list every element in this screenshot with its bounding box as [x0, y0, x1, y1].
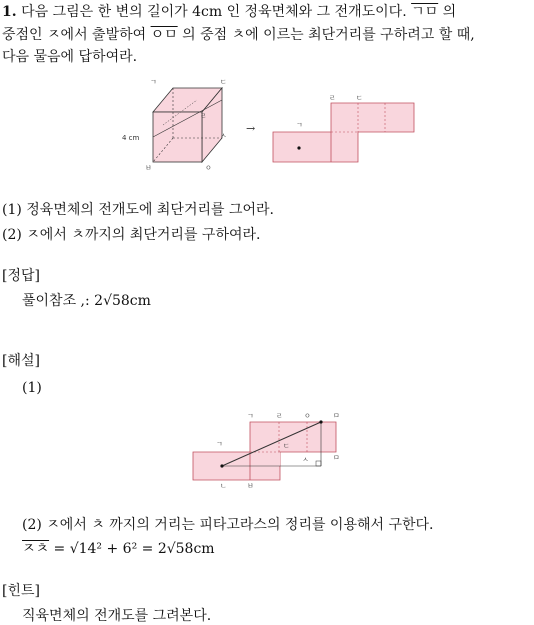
- explanation-part-2: (2) ㅈ에서 ㅊ 까지의 거리는 피타고라스의 정리를 이용해서 구한다.: [22, 517, 434, 533]
- segment-om: ㅇㅁ: [150, 27, 178, 43]
- problem-text-2b: 의 중점 ㅊ에 이르는 최단거리를 구하려고 할 때,: [182, 27, 475, 43]
- explanation-formula: [22, 540, 215, 558]
- net-label-g: ㄱ: [296, 121, 303, 129]
- problem-number: 1.: [2, 4, 17, 20]
- cube-label-r: ㄹ: [200, 112, 207, 120]
- sol-label-m-right: ㅁ: [333, 454, 340, 462]
- cube-diagram: [122, 78, 227, 172]
- cube-label-b: ㅂ: [145, 164, 152, 172]
- problem-text-1b: 의: [442, 4, 457, 20]
- formula-text: = √14² + 6² = 2√58cm: [49, 541, 215, 557]
- sol-label-r: ㄹ: [276, 412, 283, 420]
- problem-line-3: 다음 물음에 답하여라.: [2, 49, 138, 65]
- net-label-r: ㄹ: [329, 94, 336, 102]
- segment-jc: ㅈㅊ: [22, 541, 50, 557]
- hint-heading: [힌트]: [2, 583, 40, 599]
- sol-label-g-left: ㄱ: [216, 440, 223, 448]
- problem-text-1a: 다음 그림은 한 변의 길이가 4cm 인 정육면체와 그 전개도이다.: [21, 4, 407, 20]
- answer-text: 풀이참조 ,: 2√58cm: [22, 293, 151, 309]
- sol-label-g-top: ㄱ: [247, 412, 254, 420]
- hint-text: 직육면체의 전개도를 그려본다.: [22, 608, 212, 624]
- sol-label-s: ㅅ: [302, 456, 309, 464]
- question-1: (1) 정육면체의 전개도에 최단거리를 그어라.: [2, 202, 274, 218]
- explanation-heading: [해설]: [2, 353, 40, 369]
- cube-side-label: 4 cm: [122, 134, 140, 142]
- explanation-part-1: (1): [22, 380, 42, 396]
- sol-label-n: ㄴ: [220, 482, 227, 490]
- segment-gm: ㄱㅁ: [411, 4, 439, 20]
- net-solution-figure: [0, 410, 534, 490]
- sol-label-b: ㅂ: [247, 482, 254, 490]
- sol-label-m-top: ㅁ: [333, 412, 340, 420]
- solution-net: [193, 412, 340, 490]
- net-diagram: [273, 94, 414, 162]
- cube-label-d: ㄷ: [220, 78, 227, 86]
- cube-label-o: ㅇ: [205, 164, 212, 172]
- question-2: (2) ㅈ에서 ㅊ까지의 최단거리를 구하여라.: [2, 227, 261, 243]
- sol-label-o: ㅇ: [304, 412, 311, 420]
- sol-label-d: ㄷ: [283, 442, 290, 450]
- answer-heading: [정답]: [2, 268, 40, 284]
- cube-and-net-figure: [0, 80, 534, 180]
- cube-label-g: ㄱ: [150, 78, 157, 86]
- problem-line-2: [2, 26, 475, 44]
- arrow-icon: →: [246, 122, 256, 135]
- problem-line-1: [2, 3, 456, 21]
- cube-label-s: ㅅ: [220, 132, 227, 140]
- net-label-d: ㄷ: [356, 94, 363, 102]
- problem-text-2a: 중점인 ㅈ에서 출발하여: [2, 27, 147, 43]
